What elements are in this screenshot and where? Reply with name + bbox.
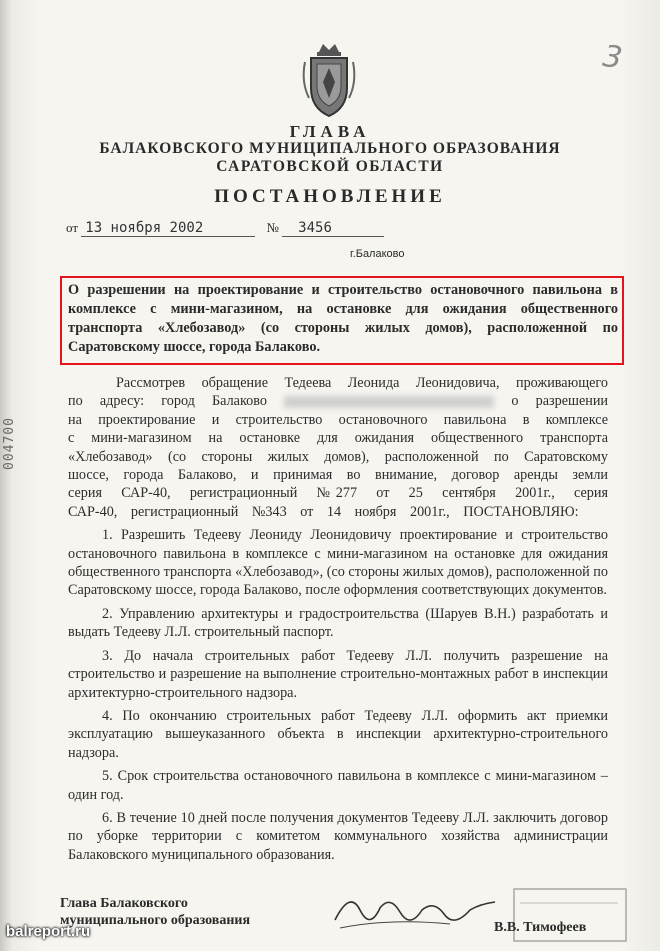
redacted-address <box>284 396 494 408</box>
signature <box>330 880 500 940</box>
seal-stamp <box>510 885 630 945</box>
item-6: 6. В течение 10 дней после получения документов Тедееву Л.Л. заключить договор по уборке территории с комитетом коммунального хозяйства администрации Балаковского муниципального образования. <box>68 809 608 863</box>
intro-paragraph <box>68 374 608 521</box>
item-3: 3. До начала строительных работ Тедееву Л.Л. получить разрешение на строительство и разрешение на выполнение строительно-монтажных работ в инспекции архитектурно-строительного надзора. <box>68 647 608 701</box>
from-label: от <box>66 220 79 235</box>
header-line2: САРАТОВСКОЙ ОБЛАСТИ <box>216 158 444 175</box>
side-stamp-number: 004700 <box>2 417 17 470</box>
site-watermark: balreport.ru <box>6 923 91 940</box>
page-number: 3 <box>600 38 625 77</box>
header-line1: БАЛАКОВСКОГО МУНИЦИПАЛЬНОГО ОБРАЗОВАНИЯ <box>99 140 561 157</box>
signatory-name: В.В. Тимофеев <box>494 920 587 935</box>
document-date: 13 ноября 2002 <box>81 220 255 237</box>
city-label: г.Балаково <box>350 248 405 260</box>
position-line1: Глава Балаковского <box>60 896 188 911</box>
date-number-line <box>66 220 384 237</box>
item-1: 1. Разрешить Тедееву Леониду Леонидовичу проектирование и строительство остановочного павильона в комплексе с мини-магазином на остановке для ожидания общественного транспорта «Хлебозавод», (со стороны жилых домов), расположенной по Саратовскому шоссе, города Балаково, после оформления соответствующих документов. <box>68 527 608 599</box>
position-line2: муниципального образования <box>60 913 251 928</box>
subject-highlighted: О разрешении на проектирование и строительство остановочного павильона в комплексе с мини-магазином, на остановке для ожидания общественного транспорта «Хлебозавод» (со стороны жилых домов), расположенной по Саратовскому шоссе, города Балаково. <box>60 276 624 365</box>
coat-of-arms-emblem <box>297 42 361 120</box>
intro-part-a: Рассмотрев обращение Тедеева Леонида Леонидовича, проживающего по адресу: город Балаково <box>68 375 608 410</box>
item-5: 5. Срок строительства остановочного павильона в комплексе с мини-магазином – один год. <box>68 768 608 803</box>
document-type: ПОСТАНОВЛЕНИЕ <box>214 186 446 207</box>
document-body <box>68 374 608 869</box>
document-number: 3456 <box>282 220 384 237</box>
item-2: 2. Управлению архитектуры и градостроительства (Шаруев В.Н.) разработать и выдать Тедееву Л.Л. строительный паспорт. <box>68 605 608 641</box>
number-label: № <box>266 220 279 235</box>
item-4: 4. По окончанию строительных работ Тедееву Л.Л. оформить акт приемки эксплуатацию вышеуказанного объекта в инспекции архитектурно-строительного надзора. <box>68 707 608 761</box>
intro-part-b: о разрешении на проектирование и строительство остановочного павильона в комплексе с мини-магазином на остановке для ожидания общественного транспорта «Хлебозавод» (со стороны жилых домов), расположенной по Саратовскому шоссе, города Балаково, и принимая во внимание, договор аренды земли серия САР-40, регистрационный №277 от 25 сентября 2001г., серия САР-40, регистрационный №343 от 14 ноября 2001г., ПОСТАНОВЛЯЮ: <box>68 393 609 520</box>
header-title: ГЛАВА <box>289 122 371 141</box>
